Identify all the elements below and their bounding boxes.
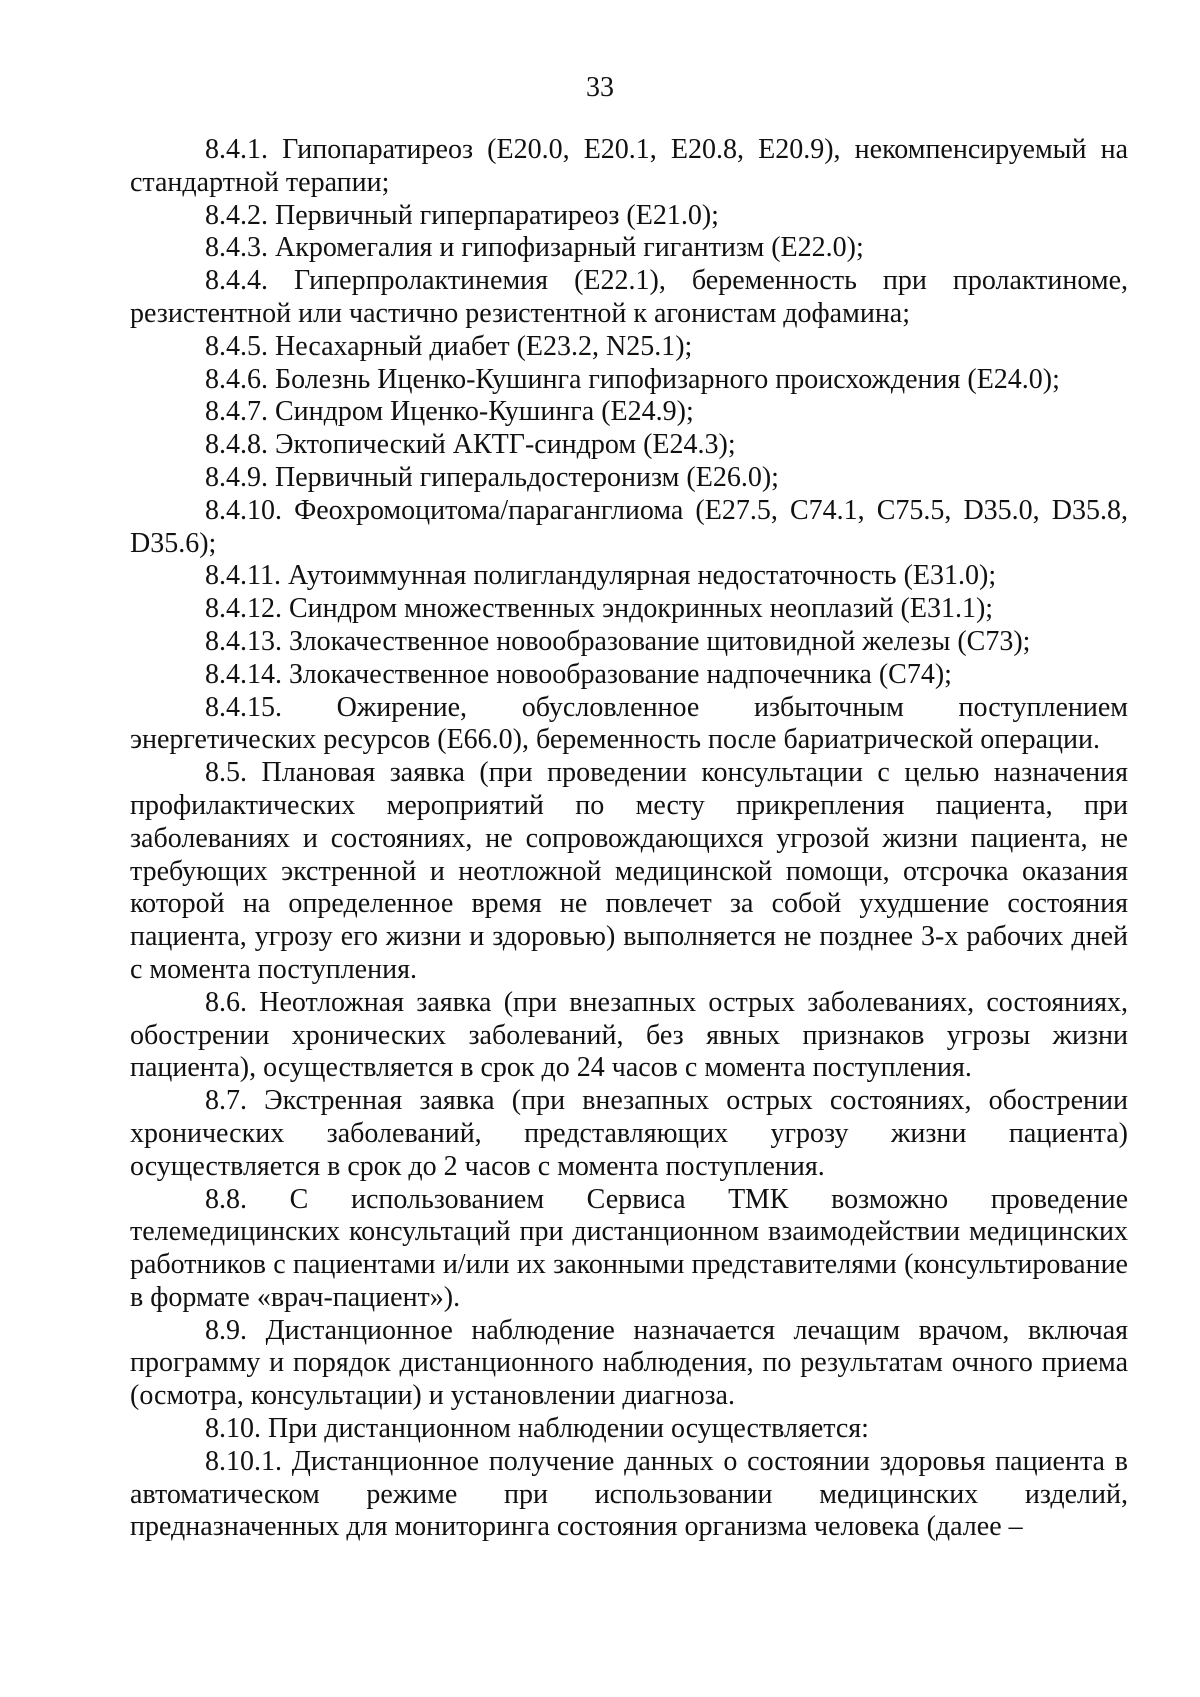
paragraph-8-4-1: 8.4.1. Гипопаратиреоз (E20.0, E20.1, E20.8, E20.9), некомпенсируемый на стандартной терапии; [130, 134, 1128, 198]
paragraph-8-10: 8.10. При дистанционном наблюдении осуществляется: [205, 1413, 869, 1445]
paragraph-8-4-13: 8.4.13. Злокачественное новообразование щитовидной железы (C73); [205, 625, 1031, 657]
paragraph-8-10-1: 8.10.1. Дистанционное получение данных о состоянии здоровья пациента в автоматическом режиме при использовании медицинских изделий, предназначенных для мониторинга состояния организма человека (далее – [130, 1445, 1128, 1543]
paragraph-8-4-14: 8.4.14. Злокачественное новообразование надпочечника (C74); [205, 658, 952, 690]
paragraph-8-4-12: 8.4.12. Синдром множественных эндокринных неоплазий (E31.1); [205, 593, 994, 625]
paragraph-8-6: 8.6. Неотложная заявка (при внезапных острых заболеваниях, состояниях, обострении хронических заболеваний, без явных признаков угрозы жизни пациента), осуществляется в срок до 24 часов с момента поступления. [130, 986, 1128, 1084]
paragraph-8-4-15: 8.4.15. Ожирение, обусловленное избыточным поступлением энергетических ресурсов (E66.0), беременность после бариатрической операции. [130, 691, 1128, 756]
paragraph-8-4-3: 8.4.3. Акромегалия и гипофизарный гигантизм (E22.0); [205, 232, 864, 264]
paragraph-8-4-5: 8.4.5. Несахарный диабет (E23.2, N25.1); [205, 330, 693, 362]
paragraph-8-4-4: 8.4.4. Гиперпролактинемия (E22.1), беременность при пролактиноме, резистентной или частично резистентной к агонистам дофамина; [130, 265, 1128, 329]
paragraph-8-4-9: 8.4.9. Первичный гиперальдостеронизм (E26.0); [205, 461, 779, 493]
document-body [130, 134, 1128, 1544]
paragraph-8-7: 8.7. Экстренная заявка (при внезапных острых состояниях, обострении хронических заболеваний, представляющих угрозу жизни пациента) осуществляется в срок до 2 часов с момента поступления. [130, 1085, 1128, 1182]
paragraph-8-4-10: 8.4.10. Феохромоцитома/параганглиома (E27.5, C74.1, C75.5, D35.0, D35.8, D35.6); [130, 494, 1128, 559]
paragraph-8-5: 8.5. Плановая заявка (при проведении консультации с целью назначения профилактических мероприятий по месту прикрепления пациента, при заболеваниях и состояниях, не сопровождающихся угрозой жизни пациента, не требующих экстренной и неотложной медицинской помощи, отсрочка оказания которой на определенное время не повлечет за собой ухудшение состояния пациента, угрозу его жизни и здоровью) выполняется не позднее 3-х рабочих дней с момента поступления. [130, 757, 1128, 985]
paragraph-8-4-8: 8.4.8. Эктопический АКТГ-синдром (E24.3); [205, 429, 736, 461]
paragraph-8-9: 8.9. Дистанционное наблюдение назначается лечащим врачом, включая программу и порядок дистанционного наблюдения, по результатам очного приема (осмотра, консультации) и установлении диагноза. [130, 1314, 1128, 1412]
paragraph-8-4-2: 8.4.2. Первичный гиперпаратиреоз (E21.0); [205, 199, 719, 231]
paragraph-8-8: 8.8. С использованием Сервиса ТМК возможно проведение телемедицинских консультаций при дистанционном взаимодействии медицинских работников с пациентами и/или их законными представителями (консультирование в формате «врач-пациент»). [130, 1183, 1128, 1313]
page-number: 33 [586, 72, 614, 103]
paragraph-8-4-6: 8.4.6. Болезнь Иценко-Кушинга гипофизарного происхождения (E24.0); [205, 363, 1060, 395]
paragraph-8-4-11: 8.4.11. Аутоиммунная полигландулярная недостаточность (E31.0); [205, 560, 997, 592]
paragraph-8-4-7: 8.4.7. Синдром Иценко-Кушинга (E24.9); [205, 396, 694, 428]
